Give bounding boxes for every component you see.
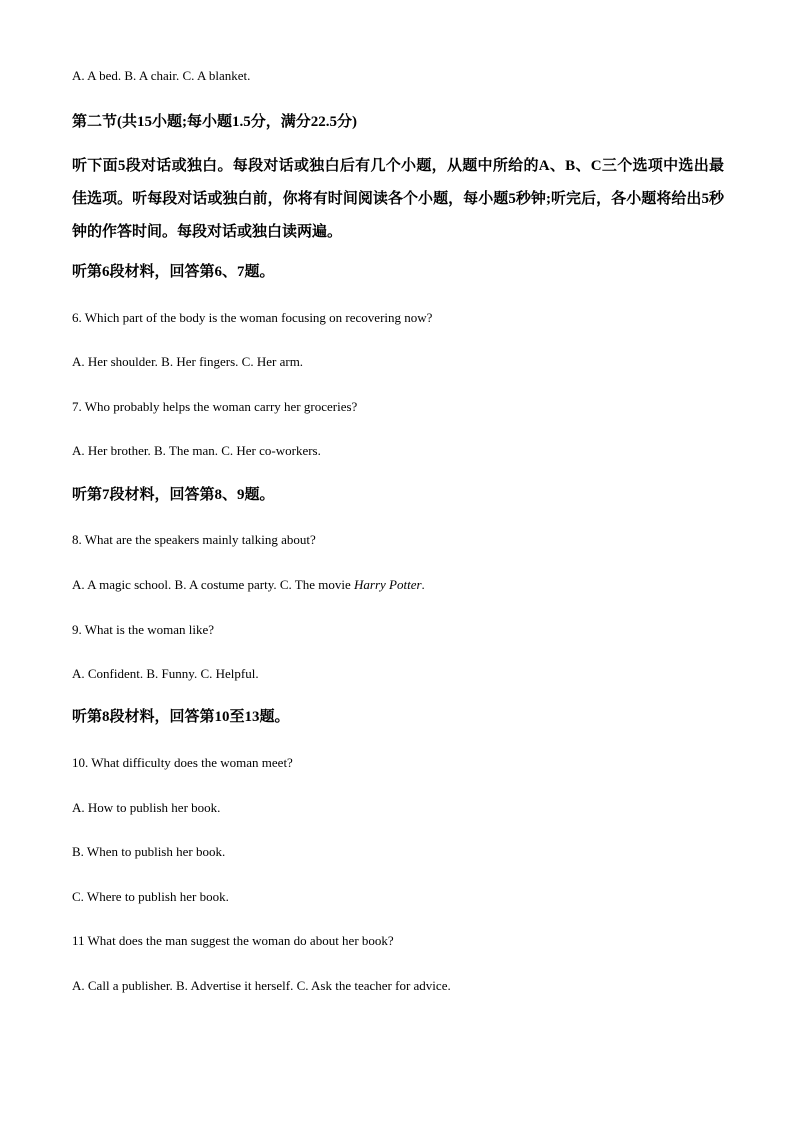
question-10: 10. What difficulty does the woman meet? <box>72 755 293 770</box>
question-6: 6. Which part of the body is the woman focusing on recovering now? <box>72 310 433 325</box>
section-title: 第二节(共15小题;每小题1.5分，满分22.5分) <box>72 114 357 130</box>
question-10-option-b: B. When to publish her book. <box>72 844 226 859</box>
question-8-options-title: Harry Potter <box>354 577 422 592</box>
question-10-option-c: C. Where to publish her book. <box>72 889 229 904</box>
question-10-option-a: A. How to publish her book. <box>72 800 221 815</box>
instructions-text: 听下面5段对话或独白。每段对话或独白后有几个小题，从题中所给的A、B、C三个选项中选出最佳选项。听每段对话或独白前，你将有时间阅读各个小题，每小题5秒钟;听完后，各小题将给出5秒钟的作答时间。每段对话或独白读两遍。 <box>72 158 724 240</box>
question-8: 8. What are the speakers mainly talking about? <box>72 532 316 547</box>
question-9-options: A. Confident. B. Funny. C. Helpful. <box>72 666 259 681</box>
group-heading-3: 听第8段材料，回答第10至13题。 <box>72 709 290 725</box>
question-7-options: A. Her brother. B. The man. C. Her co-workers. <box>72 443 321 458</box>
q5-options: A. A bed. B. A chair. C. A blanket. <box>72 68 251 83</box>
group-heading-2: 听第7段材料，回答第8、9题。 <box>72 487 275 503</box>
question-7: 7. Who probably helps the woman carry her groceries? <box>72 399 358 414</box>
question-11: 11 What does the man suggest the woman do about her book? <box>72 933 394 948</box>
question-6-options: A. Her shoulder. B. Her fingers. C. Her arm. <box>72 354 304 369</box>
instructions <box>72 150 724 249</box>
group-heading-1: 听第6段材料，回答第6、7题。 <box>72 264 275 280</box>
question-8-options-post: . <box>421 577 425 592</box>
question-8-options <box>72 577 425 593</box>
question-9: 9. What is the woman like? <box>72 622 215 637</box>
question-8-options-pre: A. A magic school. B. A costume party. C. The movie <box>72 577 355 592</box>
question-11-options: A. Call a publisher. B. Advertise it herself. C. Ask the teacher for advice. <box>72 978 451 993</box>
